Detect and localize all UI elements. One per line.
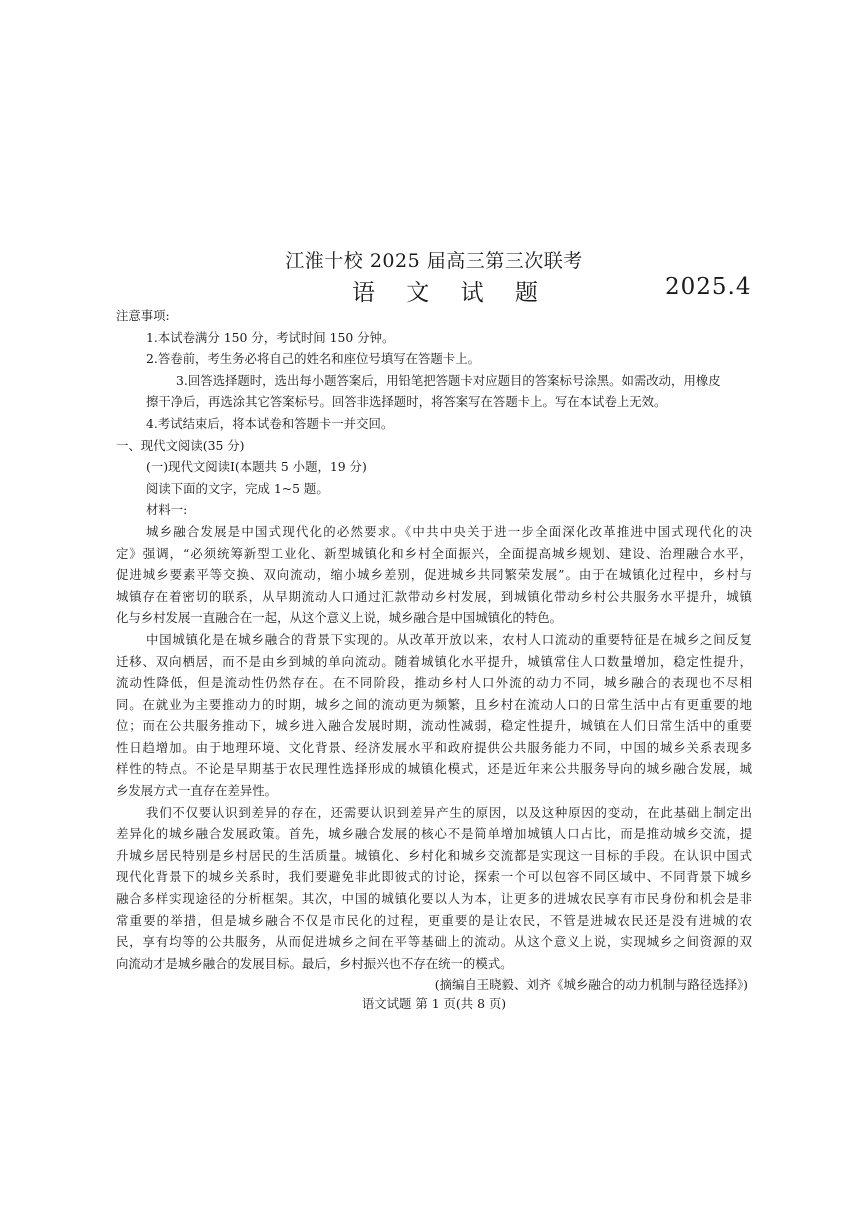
reading-instruction: 阅读下面的文字，完成 1~5 题。	[146, 480, 329, 496]
sub-section-heading: (一)现代文阅读Ⅰ(本题共 5 小题，19 分)	[146, 459, 367, 475]
passage-line: 民，享有均等的公共服务，从而促进城乡之间在平等基础上的流动。从这个意义上说，实现城乡之间资源的双	[116, 934, 752, 950]
notice-item: 1.本试卷满分 150 分，考试时间 150 分钟。	[146, 329, 395, 345]
passage-line: 中国城镇化是在城乡融合的背景下实现的。从改革开放以来，农村人口流动的重要特征是在城乡之间反复	[146, 631, 752, 647]
passage-line: 同。在就业为主要推动力的时期，城乡之间的流动更为频繁，且乡村在流动人口的日常生活中占有更重要的地	[116, 696, 752, 712]
page-footer: 语文试题 第 1 页(共 8 页)	[361, 996, 507, 1011]
material-label: 材料一:	[146, 502, 188, 518]
passage-line: 性日趋增加。由于地理环境、文化背景、经济发展水平和政府提供公共服务能力不同，中国的城乡关系表现多	[116, 739, 752, 755]
passage-line: 城镇存在着密切的联系，从早期流动人口通过汇款带动乡村发展，到城镇化带动乡村公共服务水平提升，城镇	[116, 588, 752, 604]
passage-line: 迁移、双向栖居，而不是由乡到城的单向流动。随着城镇化水平提升，城镇常住人口数量增加，稳定性提升，	[116, 653, 752, 669]
exam-date: 2025.4	[665, 274, 752, 300]
passage-line: 促进城乡要素平等交换、双向流动，缩小城乡差别，促进城乡共同繁荣发展”。由于在城镇化过程中，乡村与	[116, 567, 752, 583]
notice-item: 3.回答选择题时，选出每小题答案后，用铅笔把答题卡对应题目的答案标号涂黑。如需改动，用橡皮	[176, 372, 721, 388]
passage-line: 化与乡村发展一直融合在一起，从这个意义上说，城乡融合是中国城镇化的特色。	[116, 610, 563, 626]
source-citation: (摘编自王晓毅、刘齐《城乡融合的动力机制与路径选择》)	[434, 977, 748, 993]
passage-line: 融合多样实现途径的分析框架。其次，中国的城镇化要以人为本，让更多的进城农民享有市民身份和机会是非	[116, 891, 752, 907]
notice-item: 2.答卷前，考生务必将自己的姓名和座位号填写在答题卡上。	[146, 351, 480, 367]
passage-line: 常重要的举措，但是城乡融合不仅是市民化的过程，更重要的是让农民，不管是进城农民还是没有进城的农	[116, 912, 752, 928]
exam-body	[116, 305, 752, 996]
notice-heading: 注意事项:	[116, 308, 170, 323]
notice-item-continued: 擦干净后，再选涂其它答案标号。回答非选择题时，将答案写在答题卡上。写在本试卷上无效。	[146, 394, 667, 410]
passage-line: 向流动才是城乡融合的发展目标。最后，乡村振兴也不存在统一的模式。	[116, 955, 513, 971]
passage-line: 我们不仅要认识到差异的存在，还需要认识到差异产生的原因，以及这种原因的变动，在此基础上制定出	[146, 804, 752, 820]
passage-line: 现代化背景下的城乡关系时，我们要避免非此即彼式的讨论，探索一个可以包容不同区域中、不同背景下城乡	[116, 869, 752, 885]
exam-title: 江淮十校 2025 届高三第三次联考	[285, 250, 583, 272]
passage-line: 样性的特点。不论是早期基于农民理性选择形成的城镇化模式，还是近年来公共服务导向的城乡融合发展，城	[116, 761, 752, 777]
passage-line: 差异化的城乡融合发展政策。首先，城乡融合发展的核心不是简单增加城镇人口占比，而是推动城乡交流，提	[116, 826, 752, 842]
passage-line: 定》强调，“必须统筹新型工业化、新型城镇化和乡村全面振兴，全面提高城乡规划、建设、治理融合水平，	[116, 545, 752, 561]
passage-line: 升城乡居民特别是乡村居民的生活质量。城镇化、乡村化和城乡交流都是实现这一目标的手段。在认识中国式	[116, 847, 752, 863]
passage-line: 乡发展方式一直存在差异性。	[116, 783, 278, 799]
notice-item: 4.考试结束后，将本试卷和答题卡一并交回。	[146, 415, 394, 431]
section-heading: 一、现代文阅读(35 分)	[116, 437, 245, 453]
subject-title: 语 文 试 题	[352, 280, 550, 306]
passage-line: 城乡融合发展是中国式现代化的必然要求。《中共中央关于进一步全面深化改革推进中国式现代化的决	[146, 523, 752, 539]
passage-line: 位；而在公共服务推动下，城乡进入融合发展时期，流动性减弱，稳定性提升，城镇在人们日常生活中的重要	[116, 718, 752, 734]
passage-line: 流动性降低，但是流动性仍然存在。在不同阶段，推动乡村人口外流的动力不同，城乡融合的表现也不尽相	[116, 675, 752, 691]
